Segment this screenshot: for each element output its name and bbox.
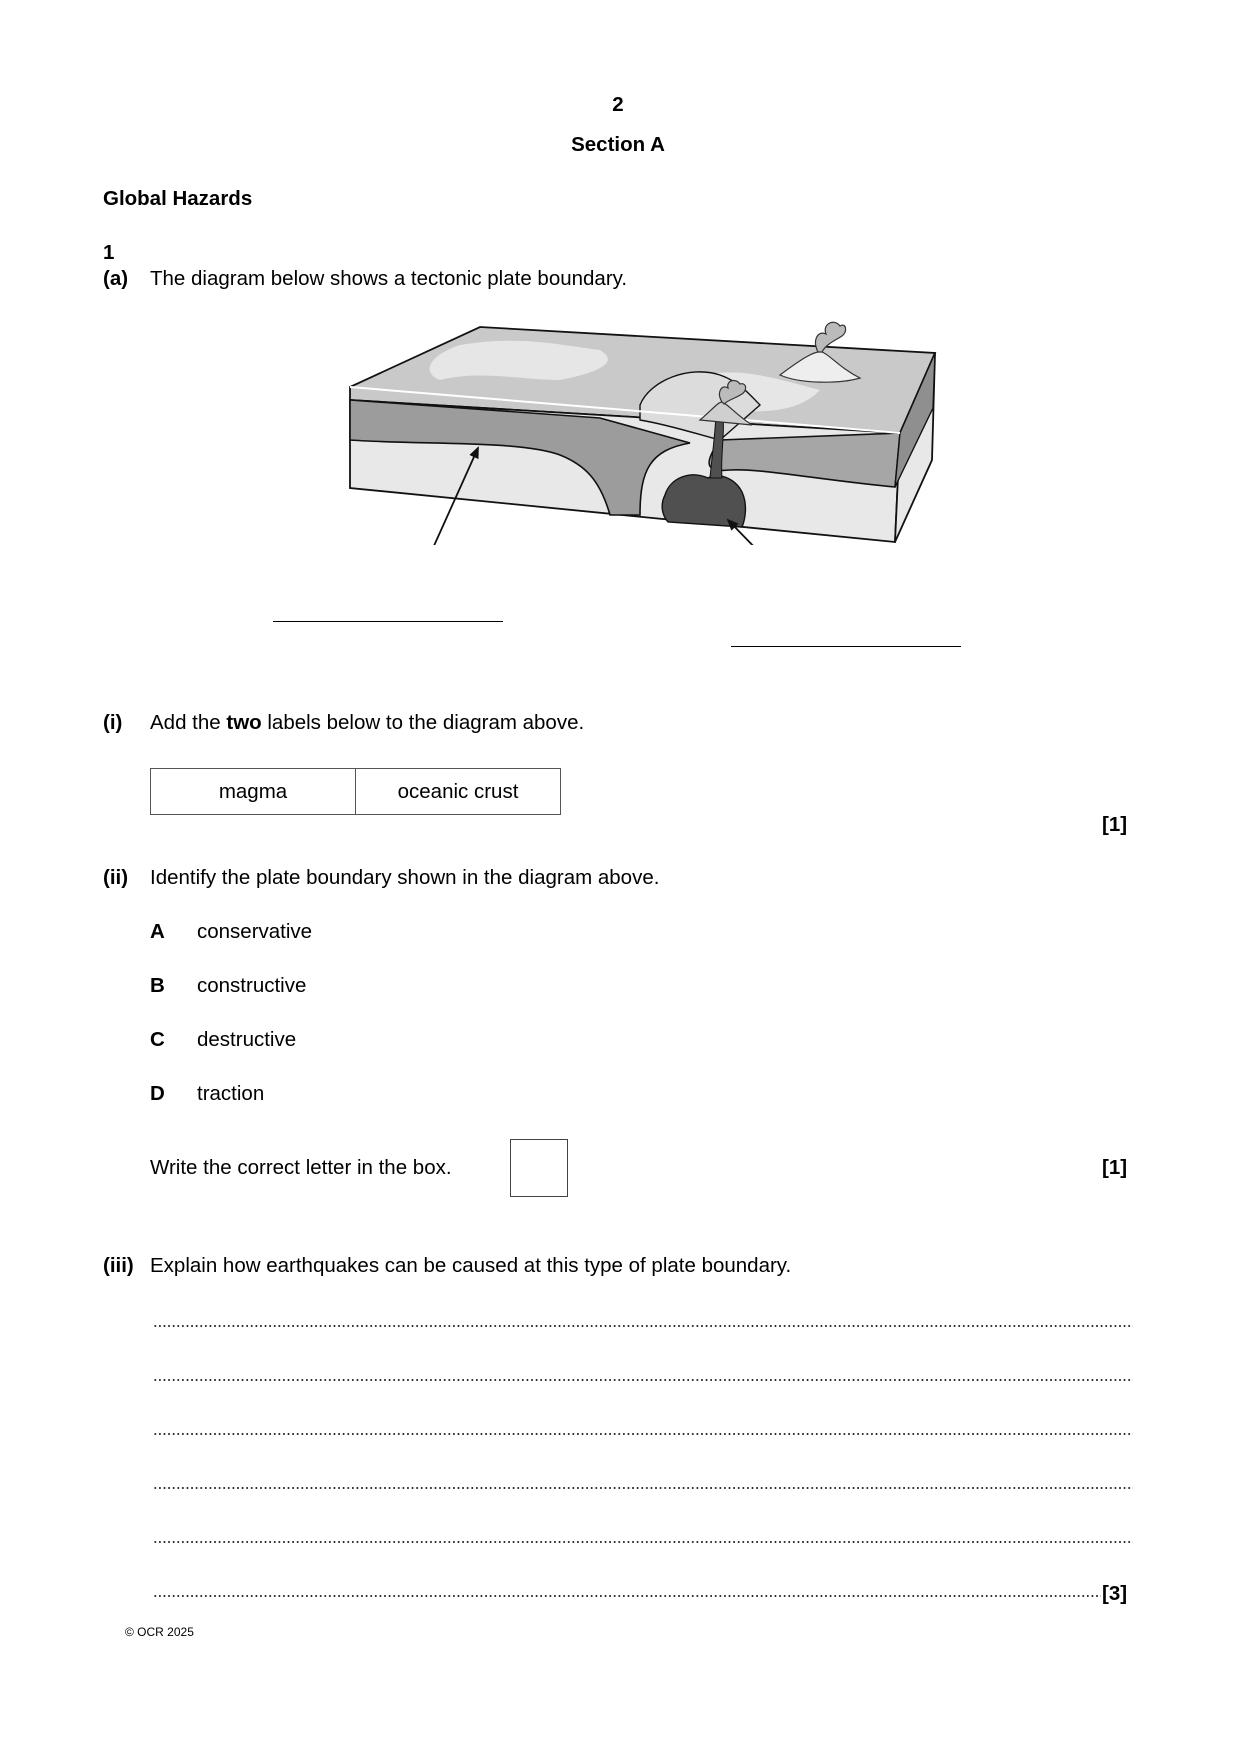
topic-heading: Global Hazards (103, 187, 253, 210)
answer-line-6[interactable] (153, 1594, 1101, 1598)
label-line-left[interactable] (273, 621, 503, 622)
answer-line-4[interactable] (153, 1486, 1133, 1490)
part-a-label: (a) (103, 267, 129, 290)
answer-line-1[interactable] (153, 1324, 1133, 1328)
page-number: 2 (612, 93, 624, 116)
part-iii-text: Explain how earthquakes can be caused at this type of plate boundary. (150, 1254, 792, 1277)
option-letter-b: B (150, 974, 165, 997)
option-letter-a: A (150, 920, 165, 943)
option-text-c: destructive (197, 1028, 297, 1051)
section-title: Section A (571, 133, 665, 156)
answer-letter-box[interactable] (510, 1139, 568, 1197)
copyright-footer: © OCR 2025 (125, 1625, 194, 1639)
part-ii-text: Identify the plate boundary shown in the diagram above. (150, 866, 660, 889)
label-option-oceanic-crust: oceanic crust (356, 769, 561, 815)
part-i-text: Add the two labels below to the diagram above. (150, 711, 585, 734)
option-letter-d: D (150, 1082, 165, 1105)
option-text-d: traction (197, 1082, 265, 1105)
part-i-marks: [1] (1102, 813, 1128, 836)
tectonic-plate-diagram (340, 315, 950, 545)
part-ii-marks: [1] (1102, 1156, 1128, 1179)
option-text-b: constructive (197, 974, 307, 997)
part-a-text: The diagram below shows a tectonic plate boundary. (150, 267, 628, 290)
answer-line-2[interactable] (153, 1378, 1133, 1382)
label-line-right[interactable] (731, 646, 961, 647)
answer-line-3[interactable] (153, 1432, 1133, 1436)
answer-instruction: Write the correct letter in the box. (150, 1156, 452, 1179)
part-iii-marks: [3] (1102, 1582, 1128, 1605)
part-ii-label: (ii) (103, 866, 129, 889)
question-number: 1 (103, 241, 115, 264)
option-letter-c: C (150, 1028, 165, 1051)
option-text-a: conservative (197, 920, 313, 943)
part-i-label: (i) (103, 711, 123, 734)
part-iii-label: (iii) (103, 1254, 134, 1277)
label-option-magma: magma (151, 769, 356, 815)
label-options-table (150, 768, 561, 815)
magma-chamber (662, 475, 745, 527)
answer-line-5[interactable] (153, 1540, 1133, 1544)
